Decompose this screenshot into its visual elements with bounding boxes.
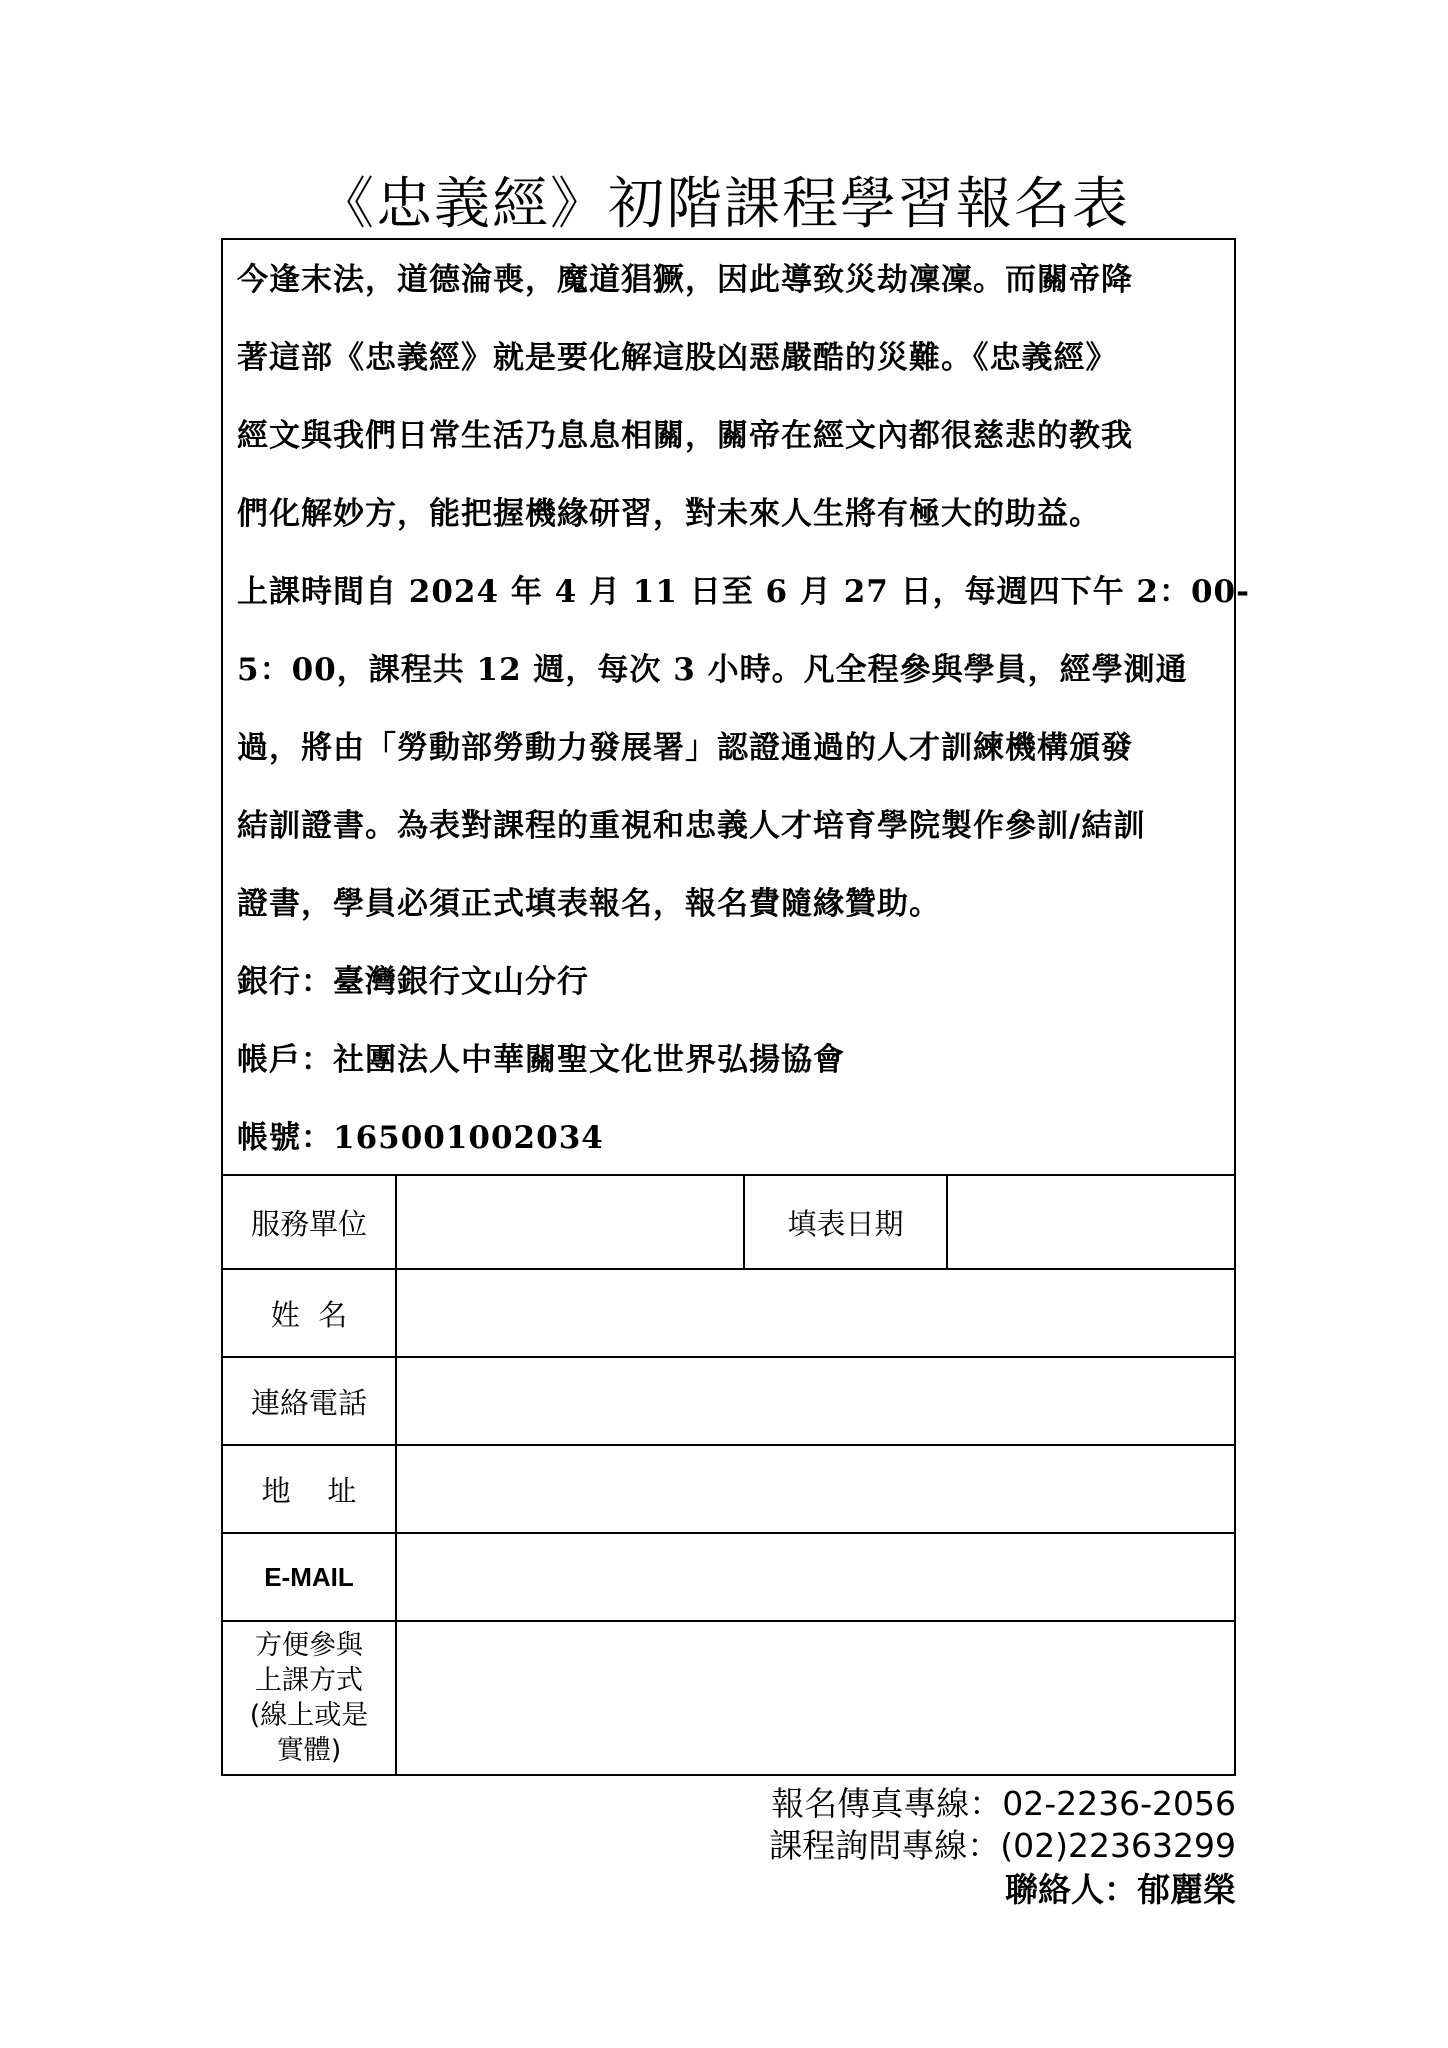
bank-line: 銀行：臺灣銀行文山分行	[237, 964, 589, 1000]
address-input[interactable]	[397, 1446, 1234, 1532]
phone-label: 連絡電話	[250, 1385, 367, 1420]
page-title: 《忠義經》初階課程學習報名表	[318, 172, 1130, 237]
contact-person: 聯絡人：郁麗榮	[1005, 1870, 1236, 1909]
intro-line: 今逢末法，道德淪喪，魔道猖獗，因此導致災劫凜凜。而關帝降	[237, 262, 1133, 298]
intro-line: 過，將由「勞動部勞動力發展署」認證通過的人才訓練機構頒發	[237, 730, 1133, 766]
name-label: 姓 名	[270, 1297, 348, 1332]
service-unit-input[interactable]	[397, 1176, 743, 1268]
email-input[interactable]	[397, 1534, 1234, 1620]
account-name-line: 帳戶：社團法人中華關聖文化世界弘揚協會	[237, 1042, 845, 1078]
attendance-label-line: 上課方式	[255, 1664, 363, 1696]
fill-date-input[interactable]	[948, 1176, 1234, 1268]
attendance-label-line: (線上或是	[249, 1700, 369, 1731]
account-number-line: 帳號：165001002034	[237, 1120, 604, 1156]
address-label: 地 址	[261, 1473, 357, 1508]
intro-line: 著這部《忠義經》就是要化解這股凶惡嚴酷的災難。《忠義經》	[237, 340, 1118, 376]
intro-line: 們化解妙方，能把握機緣研習，對未來人生將有極大的助益。	[237, 496, 1101, 532]
intro-line: 結訓證書。為表對課程的重視和忠義人才培育學院製作參訓/結訓	[237, 808, 1146, 844]
inquiry-line: 課程詢問專線：(02)22363299	[769, 1826, 1236, 1865]
fill-date-label: 填表日期	[787, 1206, 904, 1241]
intro-line: 上課時間自 2024 年 4 月 11 日至 6 月 27 日，每週四下午 2：00-	[237, 574, 1250, 610]
attendance-mode-label	[223, 1622, 395, 1774]
attendance-mode-input[interactable]	[397, 1622, 1234, 1774]
name-input[interactable]	[397, 1270, 1234, 1356]
fax-line: 報名傳真專線：02-2236-2056	[771, 1784, 1236, 1823]
registration-form-table	[221, 1176, 1236, 1776]
email-label: E-MAIL	[264, 1561, 354, 1592]
attendance-label-line: 實體)	[276, 1735, 342, 1767]
attendance-label-line: 方便參與	[255, 1629, 363, 1661]
service-unit-label: 服務單位	[250, 1206, 367, 1241]
intro-section	[221, 238, 1250, 1176]
phone-input[interactable]	[397, 1358, 1234, 1444]
intro-line: 經文與我們日常生活乃息息相關，關帝在經文內都很慈悲的教我	[237, 418, 1133, 454]
intro-line: 證書，學員必須正式填表報名，報名費隨緣贊助。	[237, 886, 941, 922]
intro-line: 5：00，課程共 12 週，每次 3 小時。凡全程參與學員，經學測通	[237, 652, 1188, 688]
